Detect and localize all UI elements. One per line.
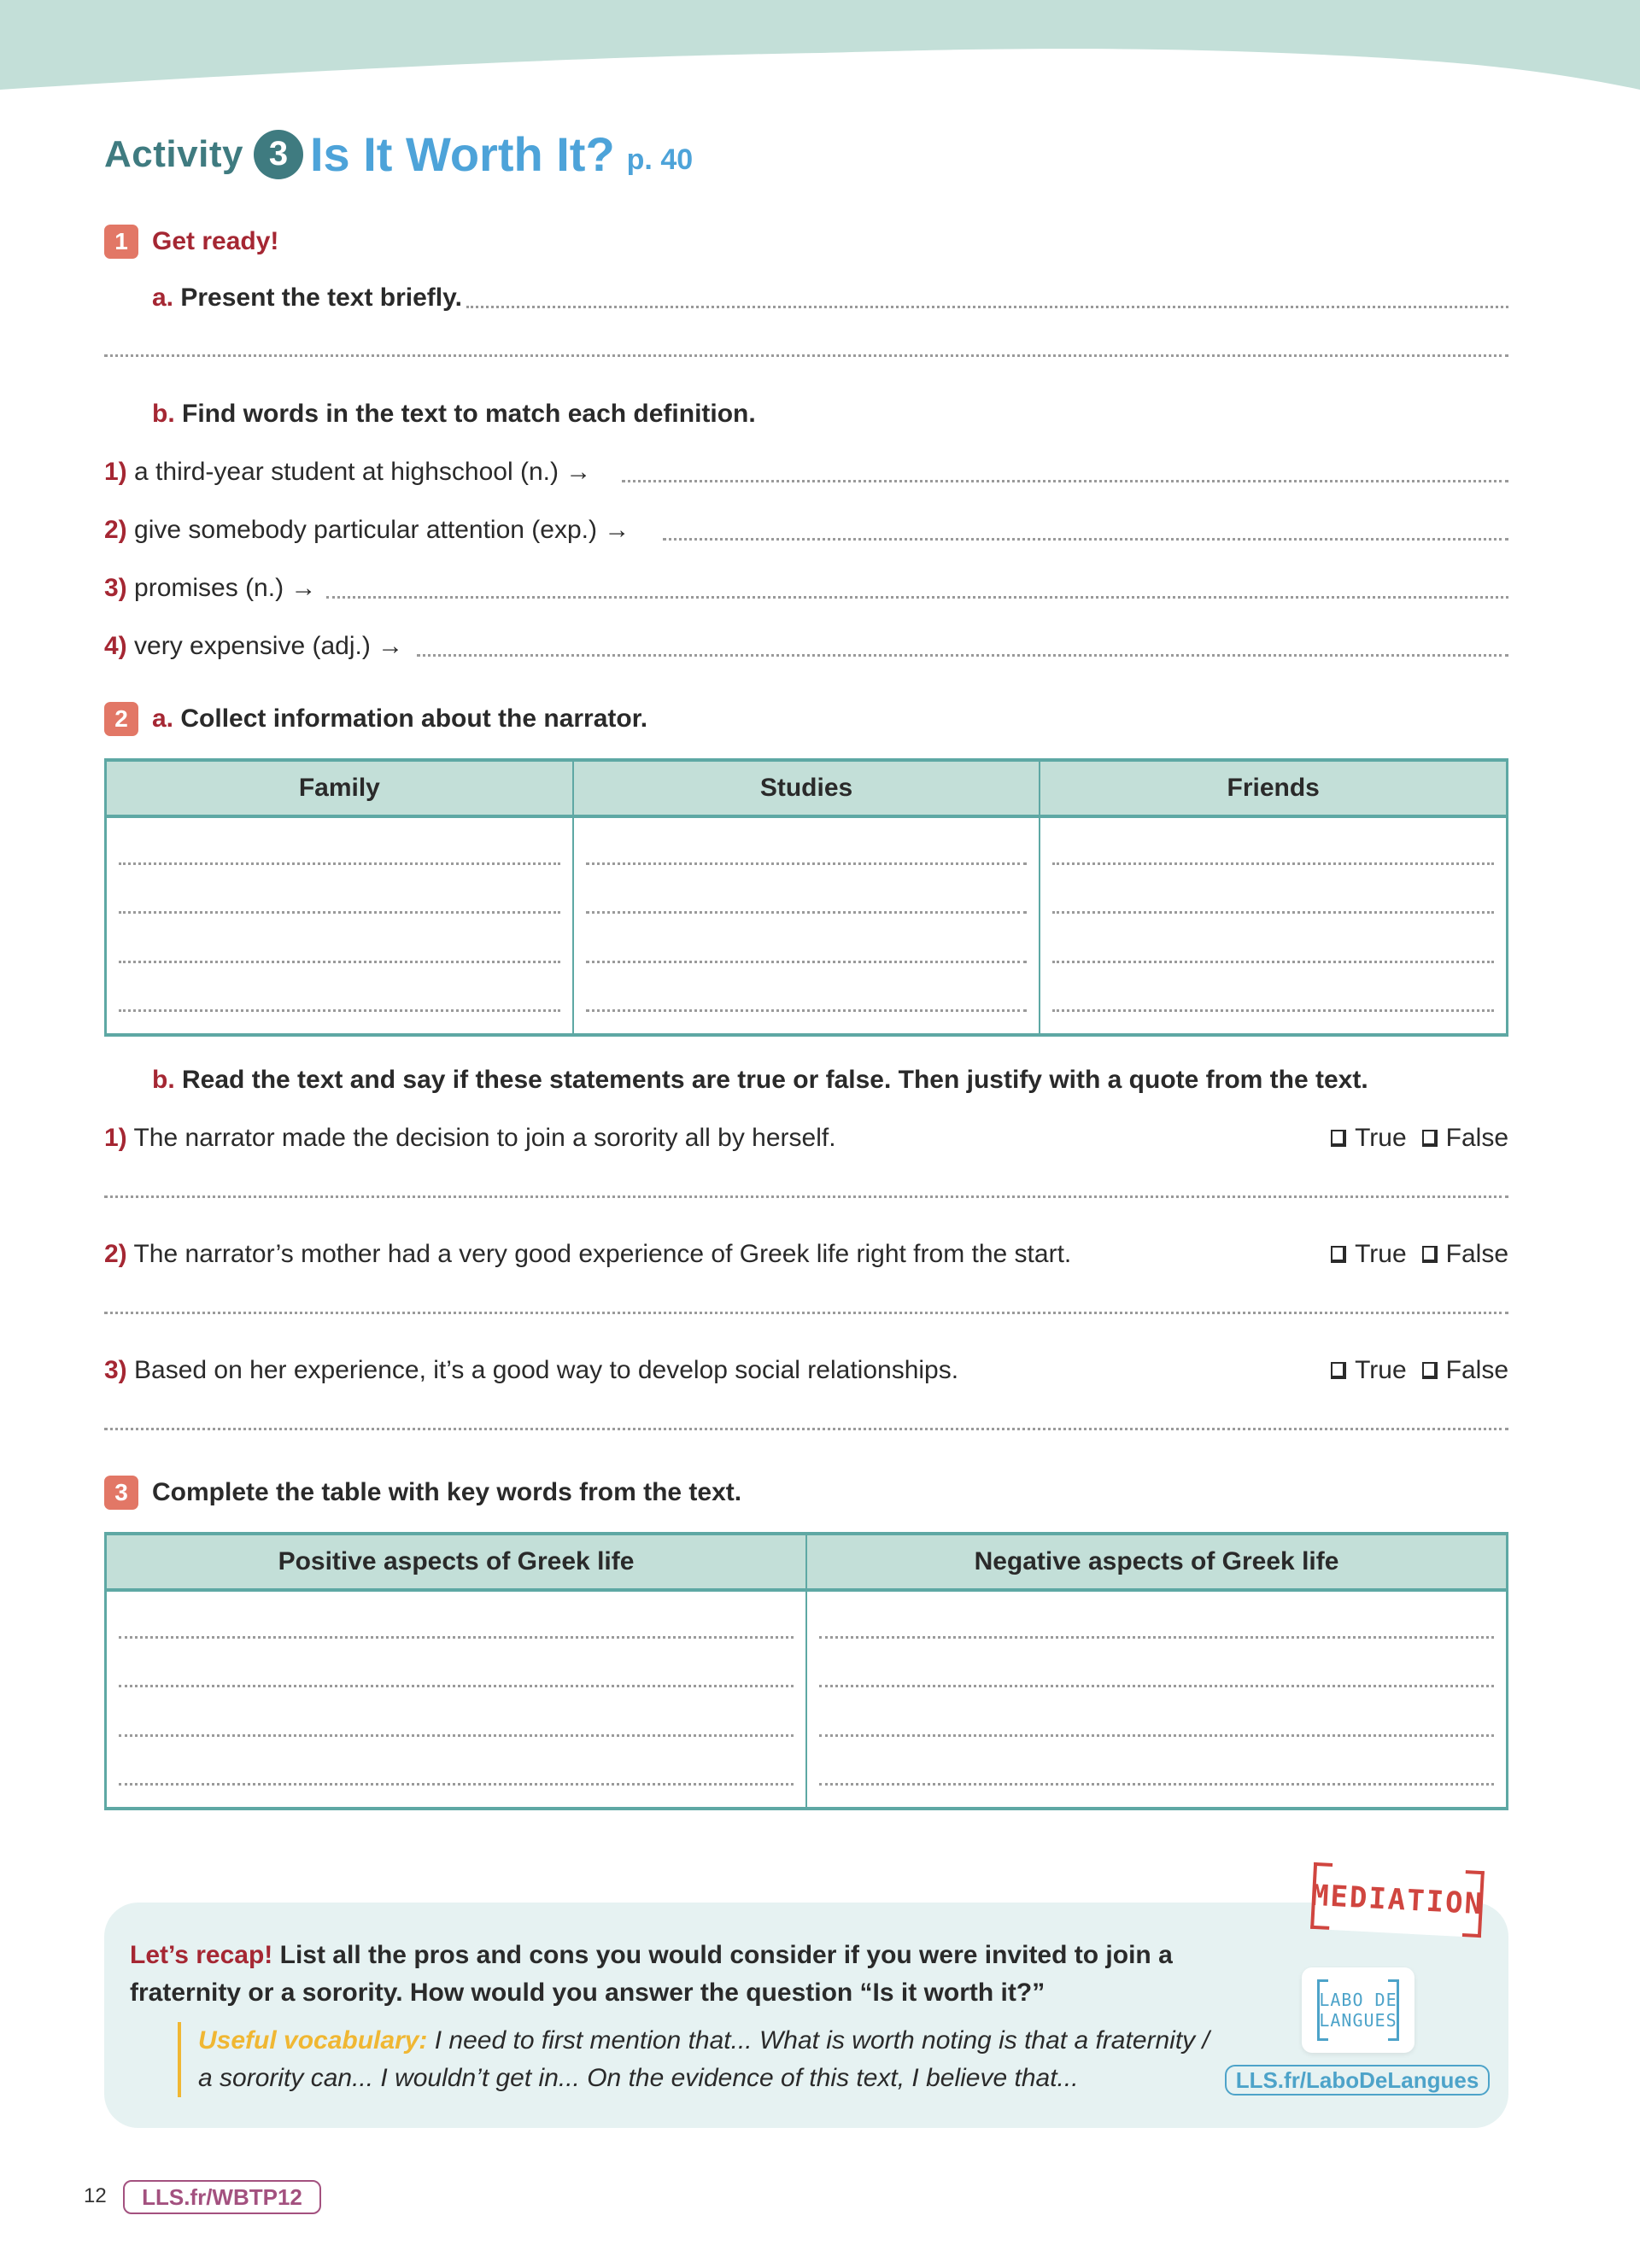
checkbox-icon	[1331, 1130, 1346, 1147]
true-checkbox[interactable]	[1331, 1124, 1407, 1153]
step-badge: 1	[104, 225, 138, 259]
step2a-instruction	[152, 704, 647, 734]
labo-logo-line: LABO DE	[1319, 1990, 1397, 2010]
checkbox-label: True	[1355, 1356, 1407, 1384]
item-letter: a.	[152, 284, 174, 312]
checkbox-icon	[1422, 1246, 1438, 1263]
column-header: Family	[107, 762, 572, 818]
definition-text: give somebody particular attention (exp.) →	[134, 516, 630, 544]
definition-item	[104, 574, 316, 603]
answer-line[interactable]	[119, 1636, 794, 1639]
mediation-label: MEDIATION	[1309, 1878, 1485, 1922]
statement-text: The narrator made the decision to join a sorority all by herself.	[133, 1124, 836, 1152]
page-reference: p. 40	[626, 143, 694, 176]
item-letter: b.	[152, 400, 175, 428]
answer-line[interactable]	[819, 1734, 1494, 1737]
false-checkbox[interactable]	[1422, 1240, 1508, 1269]
instruction-text: Read the text and say if these statements are true or false. Then justify with a quote from the text.	[182, 1066, 1368, 1094]
true-checkbox[interactable]	[1331, 1356, 1407, 1385]
answer-line[interactable]	[1052, 862, 1494, 865]
activity-label: Activity	[104, 132, 243, 175]
answer-line[interactable]	[119, 862, 560, 865]
instruction-text: Collect information about the narrator.	[180, 704, 648, 733]
vocab-label: Useful vocabulary:	[198, 2026, 428, 2055]
statement-item	[104, 1240, 1071, 1269]
answer-line[interactable]	[119, 1783, 794, 1786]
table-column-friends	[1040, 762, 1506, 1033]
column-header: Negative aspects of Greek life	[807, 1535, 1506, 1592]
checkbox-label: True	[1355, 1240, 1407, 1268]
item-number: 1)	[104, 1124, 127, 1152]
answer-line[interactable]	[104, 1195, 1508, 1198]
activity-number-badge: 3	[254, 130, 303, 179]
step-badge: 2	[104, 702, 138, 736]
column-header: Positive aspects of Greek life	[107, 1535, 805, 1592]
true-checkbox[interactable]	[1331, 1240, 1407, 1269]
step-badge: 3	[104, 1476, 138, 1510]
step1a-instruction	[152, 284, 462, 313]
answer-line[interactable]	[104, 354, 1508, 357]
step1-header	[104, 225, 278, 259]
answer-line[interactable]	[1052, 961, 1494, 963]
step2-header	[104, 702, 647, 736]
answer-line[interactable]	[119, 1009, 560, 1012]
answer-line[interactable]	[819, 1636, 1494, 1639]
activity-title-row	[104, 126, 693, 182]
labo-logo-frame	[1317, 1979, 1399, 2041]
definition-item	[104, 516, 630, 545]
checkbox-label: False	[1445, 1240, 1508, 1268]
recap-instruction	[130, 1937, 1198, 2012]
column-header: Friends	[1040, 762, 1506, 818]
labo-logo-line: LANGUES	[1319, 2010, 1397, 2031]
answer-line[interactable]	[622, 480, 1508, 482]
item-number: 2)	[104, 1240, 127, 1268]
definition-text: a third-year student at highschool (n.) →	[134, 458, 592, 486]
answer-line[interactable]	[819, 1685, 1494, 1687]
item-number: 4)	[104, 632, 127, 660]
checkbox-label: True	[1355, 1124, 1407, 1152]
answer-line[interactable]	[104, 1428, 1508, 1430]
definition-text: promises (n.) →	[134, 574, 317, 602]
item-letter: a.	[152, 704, 174, 733]
true-false-choice	[1315, 1124, 1508, 1153]
true-false-choice	[1315, 1356, 1508, 1385]
true-false-choice	[1315, 1240, 1508, 1269]
mediation-stamp	[1310, 1862, 1485, 1938]
answer-line[interactable]	[119, 961, 560, 963]
answer-line[interactable]	[1052, 1009, 1494, 1012]
answer-line[interactable]	[586, 862, 1028, 865]
item-number: 3)	[104, 574, 127, 602]
greek-life-aspects-table	[104, 1532, 1508, 1810]
narrator-info-table	[104, 758, 1508, 1037]
answer-line[interactable]	[819, 1783, 1494, 1786]
checkbox-icon	[1331, 1362, 1346, 1379]
item-number: 3)	[104, 1356, 127, 1384]
workbook-link[interactable]: LLS.fr/WBTP12	[123, 2180, 321, 2214]
checkbox-icon	[1331, 1246, 1346, 1263]
step1-heading: Get ready!	[152, 227, 279, 255]
recap-label: Let’s recap!	[130, 1941, 273, 1969]
recap-text: List all the pros and cons you would consider if you were invited to join a fraternity or a sorority. How would you answer the question “Is it worth it?”	[130, 1941, 1173, 2007]
table-column-negative	[807, 1535, 1506, 1807]
step3-heading: Complete the table with key words from the text.	[152, 1478, 742, 1506]
answer-line[interactable]	[586, 961, 1028, 963]
answer-line[interactable]	[586, 1009, 1028, 1012]
false-checkbox[interactable]	[1422, 1356, 1508, 1385]
statement-text: The narrator’s mother had a very good experience of Greek life right from the start.	[133, 1240, 1072, 1268]
definition-item	[104, 458, 591, 487]
page-title: Is It Worth It?	[309, 127, 615, 181]
page-number: 12	[84, 2184, 107, 2207]
instruction-text: Present the text briefly.	[180, 284, 462, 312]
false-checkbox[interactable]	[1422, 1124, 1508, 1153]
definition-text: very expensive (adj.) →	[134, 632, 404, 660]
definition-item	[104, 632, 403, 661]
checkbox-label: False	[1445, 1124, 1508, 1152]
statement-item	[104, 1124, 836, 1153]
answer-line[interactable]	[326, 596, 1508, 599]
item-number: 1)	[104, 458, 127, 486]
statement-text: Based on her experience, it’s a good way to develop social relationships.	[134, 1356, 959, 1384]
table-column-studies	[574, 762, 1041, 1033]
step2b-instruction	[152, 1066, 1368, 1095]
table-column-positive	[107, 1535, 807, 1807]
answer-line[interactable]	[119, 1685, 794, 1687]
top-decorative-band	[0, 0, 1640, 94]
answer-line[interactable]	[586, 911, 1028, 914]
statement-item	[104, 1356, 958, 1385]
table-column-family	[107, 762, 574, 1033]
answer-line[interactable]	[663, 538, 1508, 541]
answer-line[interactable]	[104, 1312, 1508, 1314]
useful-vocabulary	[178, 2022, 1223, 2097]
checkbox-icon	[1422, 1362, 1438, 1379]
instruction-text: Find words in the text to match each definition.	[182, 400, 756, 428]
item-number: 2)	[104, 516, 127, 544]
answer-line[interactable]	[119, 911, 560, 914]
answer-line[interactable]	[466, 306, 1508, 308]
step3-header	[104, 1476, 741, 1510]
checkbox-label: False	[1445, 1356, 1508, 1384]
step1b-instruction	[152, 400, 756, 429]
vocab-text: I need to first mention that... What is worth noting is that a fraternity / a sorority can... I wouldn’t get in... On the evidence of this text, I believe that...	[198, 2026, 1210, 2092]
answer-line[interactable]	[417, 654, 1508, 657]
labo-de-langues-logo[interactable]	[1302, 1967, 1414, 2053]
labo-de-langues-link[interactable]: LLS.fr/LaboDeLangues	[1225, 2065, 1490, 2096]
item-letter: b.	[152, 1066, 175, 1094]
checkbox-icon	[1422, 1130, 1438, 1147]
column-header: Studies	[574, 762, 1040, 818]
answer-line[interactable]	[1052, 911, 1494, 914]
answer-line[interactable]	[119, 1734, 794, 1737]
